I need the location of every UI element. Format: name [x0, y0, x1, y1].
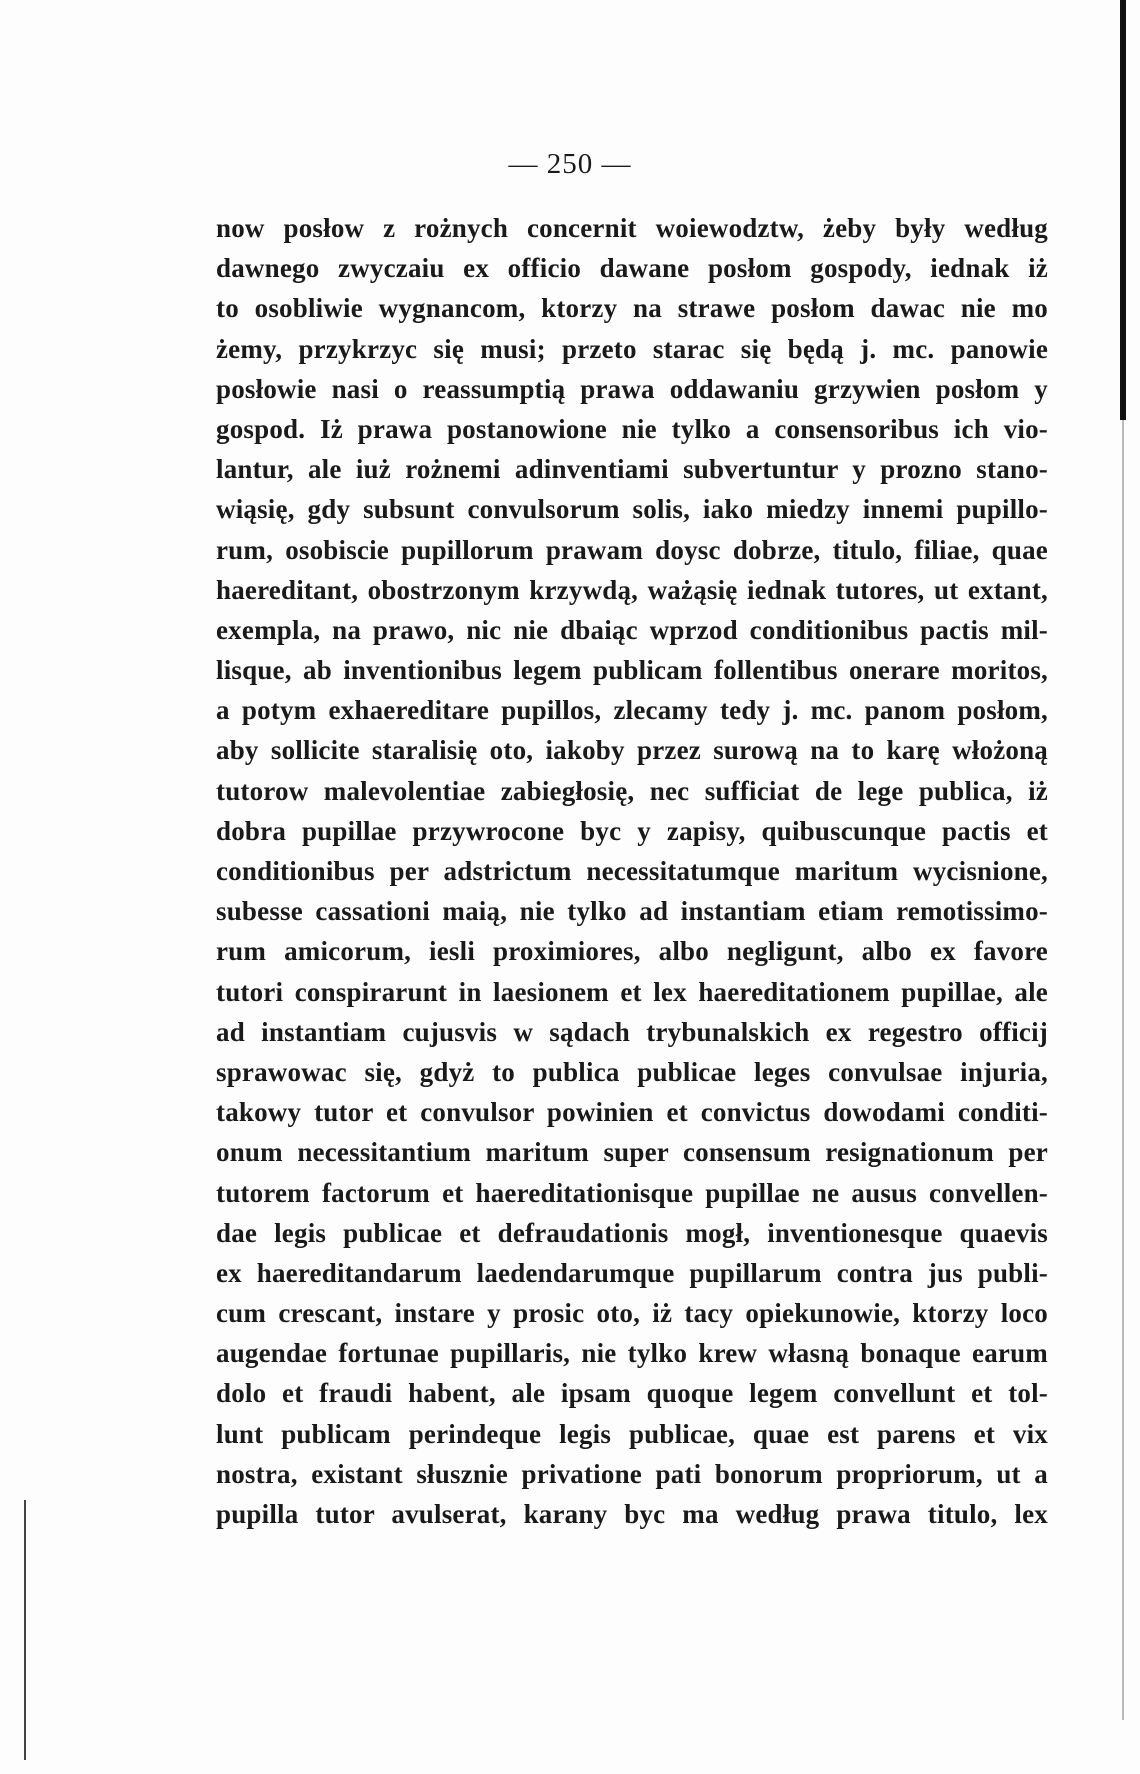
text-line: cum crescant, instare y prosic oto, iż tacy opiekunowie, ktorzy loco: [216, 1298, 1048, 1329]
text-line: dobra pupillae przywrocone byc y zapisy, quibuscunque pactis et: [216, 815, 1048, 846]
text-line: lantur, ale iuż rożnemi adinventiami subvertuntur y prozno stano-: [216, 454, 1048, 485]
text-line: conditionibus per adstrictum necessitatumque maritum wycisnione,: [216, 856, 1048, 886]
text-line: sprawowac się, gdyż to publica publicae leges convulsae injuria,: [216, 1056, 1048, 1087]
text-line: pupilla tutor avulserat, karany byc ma według prawa titulo, lex: [216, 1499, 1048, 1529]
text-line: rum, osobiscie pupillorum prawam doysc dobrze, titulo, filiae, quae: [216, 534, 1048, 565]
text-line: rum amicorum, iesli proximiores, albo negligunt, albo ex favore: [216, 936, 1048, 967]
text-line: takowy tutor et convulsor powinien et convictus dowodami conditi-: [216, 1097, 1048, 1128]
text-line: ex haereditandarum laedendarumque pupillarum contra jus publi-: [216, 1257, 1048, 1288]
text-line: a potym exhaereditare pupillos, zlecamy tedy j. mc. panom posłom,: [216, 695, 1048, 726]
text-line: ad instantiam cujusvis w sądach trybunalskich ex regestro officij: [216, 1016, 1048, 1047]
text-line: augendae fortunae pupillaris, nie tylko krew własną bonaque earum: [216, 1338, 1048, 1369]
scan-edge-left: [24, 1500, 26, 1760]
text-body: [216, 208, 1048, 1534]
text-line: to osobliwie wygnancom, ktorzy na strawe posłom dawac nie mo: [216, 293, 1048, 324]
page-number: — 250 —: [508, 148, 632, 180]
text-line: tutorow malevolentiae zabiegłosię, nec sufficiat de lege publica, iż: [216, 775, 1048, 806]
scan-edge-right-thin: [1122, 420, 1124, 1720]
text-line: gospod. Iż prawa postanowione nie tylko a consensoribus ich vio-: [216, 413, 1048, 444]
text-line: subesse cassationi maią, nie tylko ad instantiam etiam remotissimo-: [216, 896, 1048, 927]
text-line: dae legis publicae et defraudationis mogł, inventionesque quaevis: [216, 1217, 1048, 1248]
text-line: tutorem factorum et haereditationisque pupillae ne ausus convellen-: [216, 1177, 1048, 1208]
text-line: lunt publicam perindeque legis publicae, quae est parens et vix: [216, 1418, 1048, 1449]
text-line: now posłow z rożnych concernit woiewodztw, żeby były według: [216, 213, 1048, 243]
scan-edge-right: [1120, 0, 1126, 420]
text-line: haereditant, obostrzonym krzywdą, ważąsię iednak tutores, ut extant,: [216, 574, 1048, 605]
text-line: aby sollicite staralisię oto, iakoby przez surową na to karę włożoną: [216, 735, 1048, 766]
text-line: posłowie nasi o reassumptią prawa oddawaniu grzywien posłom y: [216, 373, 1048, 404]
text-line: dawnego zwyczaiu ex officio dawane posłom gospody, iednak iż: [216, 253, 1048, 284]
text-line: exempla, na prawo, nic nie dbaiąc wprzod conditionibus pactis mil-: [216, 614, 1048, 645]
text-line: dolo et fraudi habent, ale ipsam quoque legem convellunt et tol-: [216, 1378, 1048, 1409]
text-line: nostra, existant słusznie privatione pati bonorum propriorum, ut a: [216, 1458, 1048, 1489]
text-line: żemy, przykrzyc się musi; przeto starac się będą j. mc. panowie: [216, 333, 1048, 364]
text-line: tutori conspirarunt in laesionem et lex haereditationem pupillae, ale: [216, 976, 1048, 1007]
text-line: wiąsię, gdy subsunt convulsorum solis, iako miedzy innemi pupillo-: [216, 494, 1048, 525]
text-line: lisque, ab inventionibus legem publicam follentibus onerare moritos,: [216, 655, 1048, 686]
text-line: onum necessitantium maritum super consensum resignationum per: [216, 1137, 1048, 1168]
